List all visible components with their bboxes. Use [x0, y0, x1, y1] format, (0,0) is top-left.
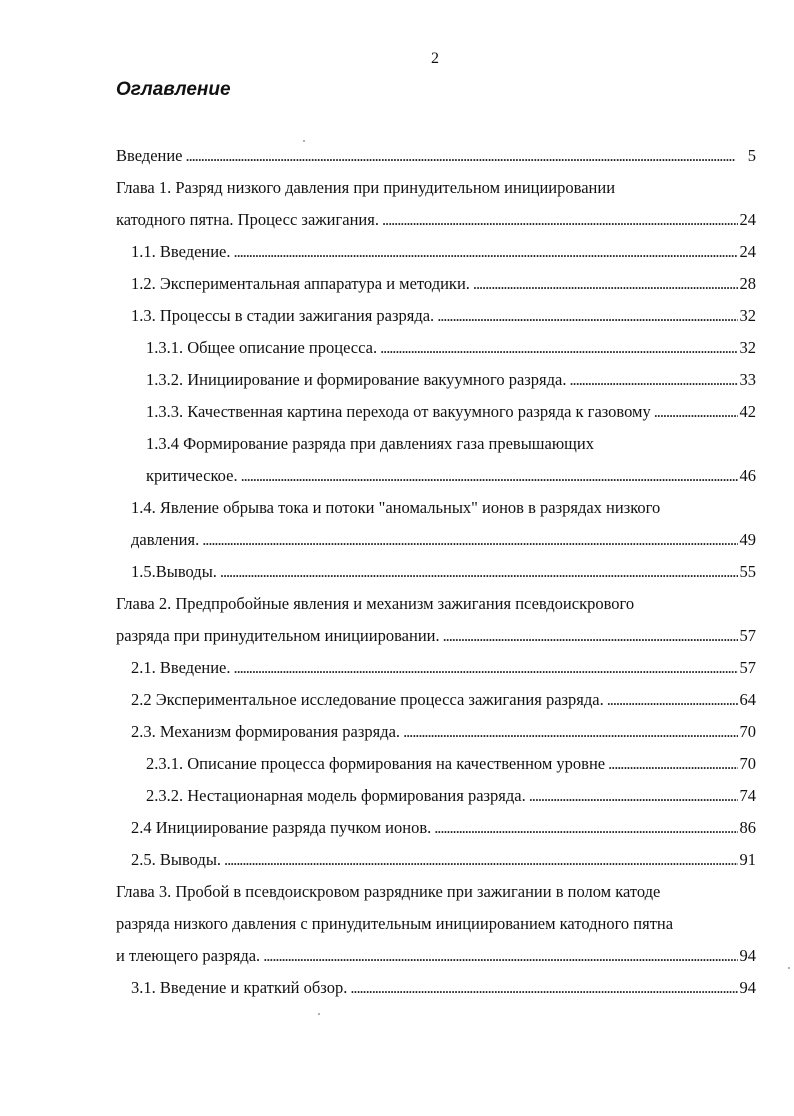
toc-entry-chapter-2-title[interactable]	[116, 588, 634, 620]
page-number: 2	[431, 50, 439, 67]
toc-entry-text: критическое.	[146, 466, 238, 485]
dot-leader	[403, 716, 737, 748]
toc-entry-text: 1.1. Введение.	[131, 242, 231, 261]
toc-entry-page: 46	[739, 466, 756, 485]
toc-entry-text: 2.2 Экспериментальное исследование процесса зажигания разряда.	[131, 690, 604, 709]
toc-entry-1-3-1[interactable]	[146, 332, 756, 364]
toc-entry-text: давления.	[131, 530, 200, 549]
toc-entry-text: 1.4. Явление обрыва тока и потоки "аномальных" ионов в разрядах низкого	[131, 498, 661, 517]
dot-leader	[434, 812, 737, 844]
dot-leader	[569, 364, 737, 396]
toc-entry-text: 2.5. Выводы.	[131, 850, 222, 869]
toc-entry-text: 1.3.1. Общее описание процесса.	[146, 338, 378, 357]
toc-entry-page: 5	[747, 146, 756, 165]
dot-leader	[607, 684, 738, 716]
toc-entry-page: 64	[739, 690, 756, 709]
toc-entry-text: 1.3.3. Качественная картина перехода от вакуумного разряда к газовому	[146, 402, 651, 421]
toc-entry-page: 86	[739, 818, 756, 837]
toc-entry-text: Глава 3. Пробой в псевдоискровом разряднике при зажигании в полом катоде	[116, 882, 661, 901]
toc-entry-1-1[interactable]	[131, 236, 756, 268]
toc-entry-text: и тлеющего разряда.	[116, 946, 261, 965]
dot-leader	[224, 844, 737, 876]
toc-entry-page: 32	[739, 338, 756, 357]
dot-leader	[608, 748, 737, 780]
toc-entry-1-3-4-end[interactable]	[131, 460, 756, 492]
toc-entry-1-3-3[interactable]	[146, 396, 756, 428]
toc-entry-page: 24	[739, 242, 756, 261]
toc-entry-1-4[interactable]	[131, 492, 660, 524]
toc-entry-chapter-3-title-line-2[interactable]	[116, 908, 673, 940]
toc-entry-1-3-4[interactable]	[146, 428, 594, 460]
toc-entry-page: 49	[739, 530, 756, 549]
toc-entry-page: 42	[739, 402, 756, 421]
toc-entry-introduction[interactable]	[116, 140, 756, 172]
dot-leader	[382, 204, 738, 236]
toc-entry-chapter-2-title-end[interactable]	[116, 620, 756, 652]
toc-entry-text: 1.2. Экспериментальная аппаратура и методики.	[131, 274, 470, 293]
toc-entry-page: 70	[739, 754, 756, 773]
toc-entry-page: 94	[739, 978, 756, 997]
toc-entry-chapter-3-title-end[interactable]	[116, 940, 756, 972]
toc-entry-text: Глава 2. Предпробойные явления и механизм зажигания псевдоискрового	[116, 594, 635, 613]
dot-leader	[234, 236, 738, 268]
toc-entry-text: разряда низкого давления с принудительным инициированием катодного пятна	[116, 914, 674, 933]
toc-entry-chapter-3-title[interactable]	[116, 876, 660, 908]
toc-entry-chapter-1-title[interactable]	[116, 172, 615, 204]
toc-entry-text: катодного пятна. Процесс зажигания.	[116, 210, 379, 229]
toc-entry-1-2[interactable]	[131, 268, 756, 300]
toc-entry-text: Введение	[116, 146, 183, 165]
toc-entry-2-3-1[interactable]	[146, 748, 756, 780]
dot-leader	[443, 620, 738, 652]
toc-entry-page: 24	[739, 210, 756, 229]
scan-speck	[303, 140, 305, 142]
toc-entry-page: 57	[739, 626, 756, 645]
toc-entry-text: 1.3. Процессы в стадии зажигания разряда.	[131, 306, 435, 325]
toc-entry-page: 74	[739, 786, 756, 805]
toc-entry-1-4-end[interactable]	[131, 524, 756, 556]
dot-leader	[473, 268, 738, 300]
toc-entry-text: 1.5.Выводы.	[131, 562, 217, 581]
toc-entry-text: 2.4 Инициирование разряда пучком ионов.	[131, 818, 432, 837]
toc-entry-page: 28	[739, 274, 756, 293]
toc-entry-text: Глава 1. Разряд низкого давления при принудительном инициировании	[116, 178, 616, 197]
toc-entry-text: 3.1. Введение и краткий обзор.	[131, 978, 348, 997]
dot-leader	[654, 396, 738, 428]
dot-leader	[234, 652, 738, 684]
toc-entry-page: 57	[739, 658, 756, 677]
toc-entry-2-5[interactable]	[131, 844, 756, 876]
toc-entry-text: 2.3. Механизм формирования разряда.	[131, 722, 401, 741]
toc-entry-chapter-1-title-end[interactable]	[116, 204, 756, 236]
toc-entry-page: 32	[739, 306, 756, 325]
toc-entry-text: разряда при принудительном инициировании.	[116, 626, 440, 645]
toc-entry-page: 94	[739, 946, 756, 965]
dot-leader	[437, 300, 737, 332]
toc-entry-1-3-2[interactable]	[146, 364, 756, 396]
toc-entry-3-1[interactable]	[131, 972, 756, 1004]
toc-entry-2-3[interactable]	[131, 716, 756, 748]
toc-entry-text: 2.3.1. Описание процесса формирования на качественном уровне	[146, 754, 606, 773]
toc-entry-2-2[interactable]	[131, 684, 756, 716]
scan-speck	[788, 967, 790, 969]
toc-entry-text: 2.3.2. Нестационарная модель формирования разряда.	[146, 786, 526, 805]
dot-leader	[263, 940, 737, 972]
toc-entry-1-3[interactable]	[131, 300, 756, 332]
toc-entry-2-1[interactable]	[131, 652, 756, 684]
toc-entry-2-3-2[interactable]	[146, 780, 756, 812]
dot-leader	[380, 332, 737, 364]
dot-leader	[350, 972, 737, 1004]
toc-entry-text: 1.3.2. Инициирование и формирование вакуумного разряда.	[146, 370, 567, 389]
dot-leader	[202, 524, 737, 556]
toc-entry-page: 91	[739, 850, 756, 869]
scan-speck	[318, 1013, 320, 1015]
dot-leader	[186, 140, 746, 172]
toc-entry-page: 33	[739, 370, 756, 389]
toc-entry-text: 2.1. Введение.	[131, 658, 231, 677]
toc-heading: Оглавление	[116, 79, 231, 100]
toc-entry-page: 55	[739, 562, 756, 581]
dot-leader	[241, 460, 738, 492]
dot-leader	[220, 556, 738, 588]
toc-entry-2-4[interactable]	[131, 812, 756, 844]
dot-leader	[529, 780, 738, 812]
toc-entry-text: 1.3.4 Формирование разряда при давлениях газа превышающих	[146, 434, 594, 453]
toc-entry-page: 70	[739, 722, 756, 741]
toc-entry-1-5[interactable]	[131, 556, 756, 588]
